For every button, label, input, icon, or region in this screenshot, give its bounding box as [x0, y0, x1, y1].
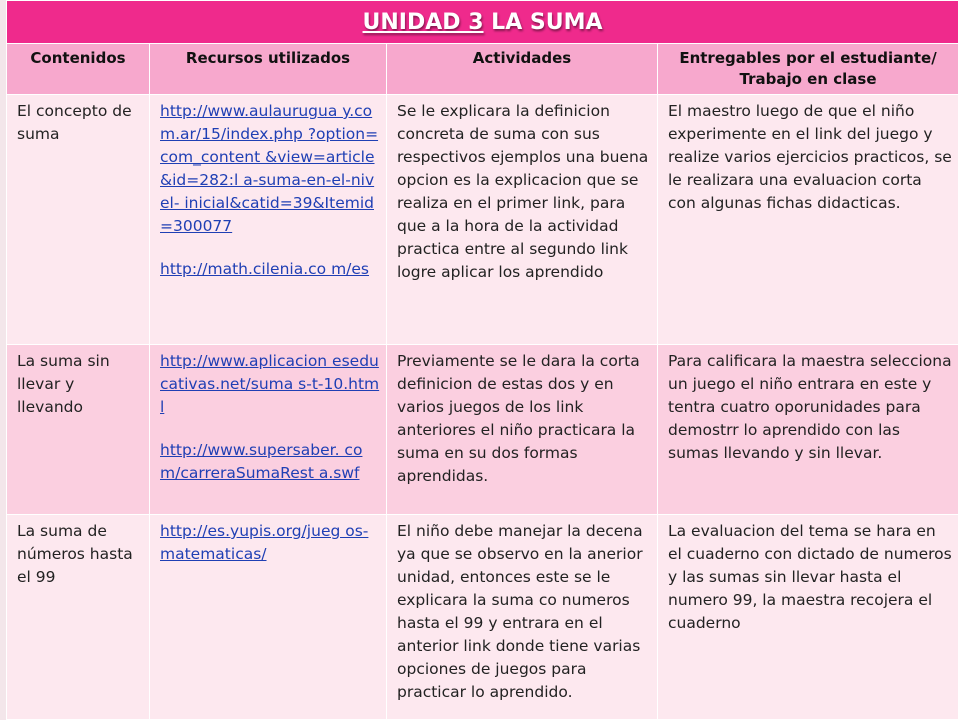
- resource-link[interactable]: http://math.cilenia.co m/es: [160, 260, 370, 278]
- resource-link[interactable]: http://www.supersaber. com/carreraSumaRest a.swf: [160, 441, 363, 482]
- resource-link[interactable]: http://es.yupis.org/jueg os-matematicas/: [160, 522, 369, 563]
- cell-actividad: Se le explicara la definicion concreta de suma con sus respectivos ejemplos una buena opcion es la explicacion que se realiza en el primer link, para que a la hora de la actividad practica entre al segundo link logre aplicar los aprendido: [387, 95, 658, 345]
- table-title: [7, 1, 959, 44]
- header-actividades: Actividades: [387, 44, 658, 95]
- table-row: [7, 515, 959, 720]
- header-contenidos: Contenidos: [7, 44, 150, 95]
- cell-entregable: La evaluacion del tema se hara en el cuaderno con dictado de numeros y las sumas sin llevar hasta el numero 99, la maestra recojera el cuaderno: [658, 515, 959, 720]
- title-unit: UNIDAD 3: [362, 9, 484, 35]
- cell-recursos: [150, 515, 387, 720]
- cell-recursos: [150, 95, 387, 345]
- cell-contenido: El concepto de suma: [7, 95, 150, 345]
- cell-entregable: El maestro luego de que el niño experimente en el link del juego y realize varios ejercicios practicos, se le realizara una evaluacion corta con algunas fichas didacticas.: [658, 95, 959, 345]
- unit-table: [6, 0, 959, 720]
- header-entregables: Entregables por el estudiante/ Trabajo en clase: [658, 44, 959, 95]
- resource-link[interactable]: http://www.aplicacion eseducativas.net/suma s-t-10.html: [160, 352, 380, 416]
- cell-contenido: La suma sin llevar y llevando: [7, 345, 150, 515]
- resource-link[interactable]: http://www.aulaurugua y.com.ar/15/index.php ?option=com_content &view=article&id=282:l a-suma-en-el-nivel- inicial&catid=39&Itemid =300077: [160, 102, 379, 235]
- cell-contenido: La suma de números hasta el 99: [7, 515, 150, 720]
- table-row: [7, 95, 959, 345]
- table-row: [7, 345, 959, 515]
- cell-recursos: [150, 345, 387, 515]
- cell-actividad: El niño debe manejar la decena ya que se observo en la anerior unidad, entonces este se le explicara la suma co numeros hasta el 99 y entrara en el anterior link donde tiene varias opciones de juegos para practicar lo aprendido.: [387, 515, 658, 720]
- header-recursos: Recursos utilizados: [150, 44, 387, 95]
- title-row: [7, 1, 959, 44]
- cell-entregable: Para calificara la maestra selecciona un juego el niño entrara en este y tentra cuatro oporunidades para demostrr lo aprendido con las sumas llevando y sin llevar.: [658, 345, 959, 515]
- cell-actividad: Previamente se le dara la corta definicion de estas dos y en varios juegos de los link anteriores el niño practicara la suma en su dos formas aprendidas.: [387, 345, 658, 515]
- header-row: [7, 44, 959, 95]
- title-topic: LA SUMA: [483, 9, 603, 35]
